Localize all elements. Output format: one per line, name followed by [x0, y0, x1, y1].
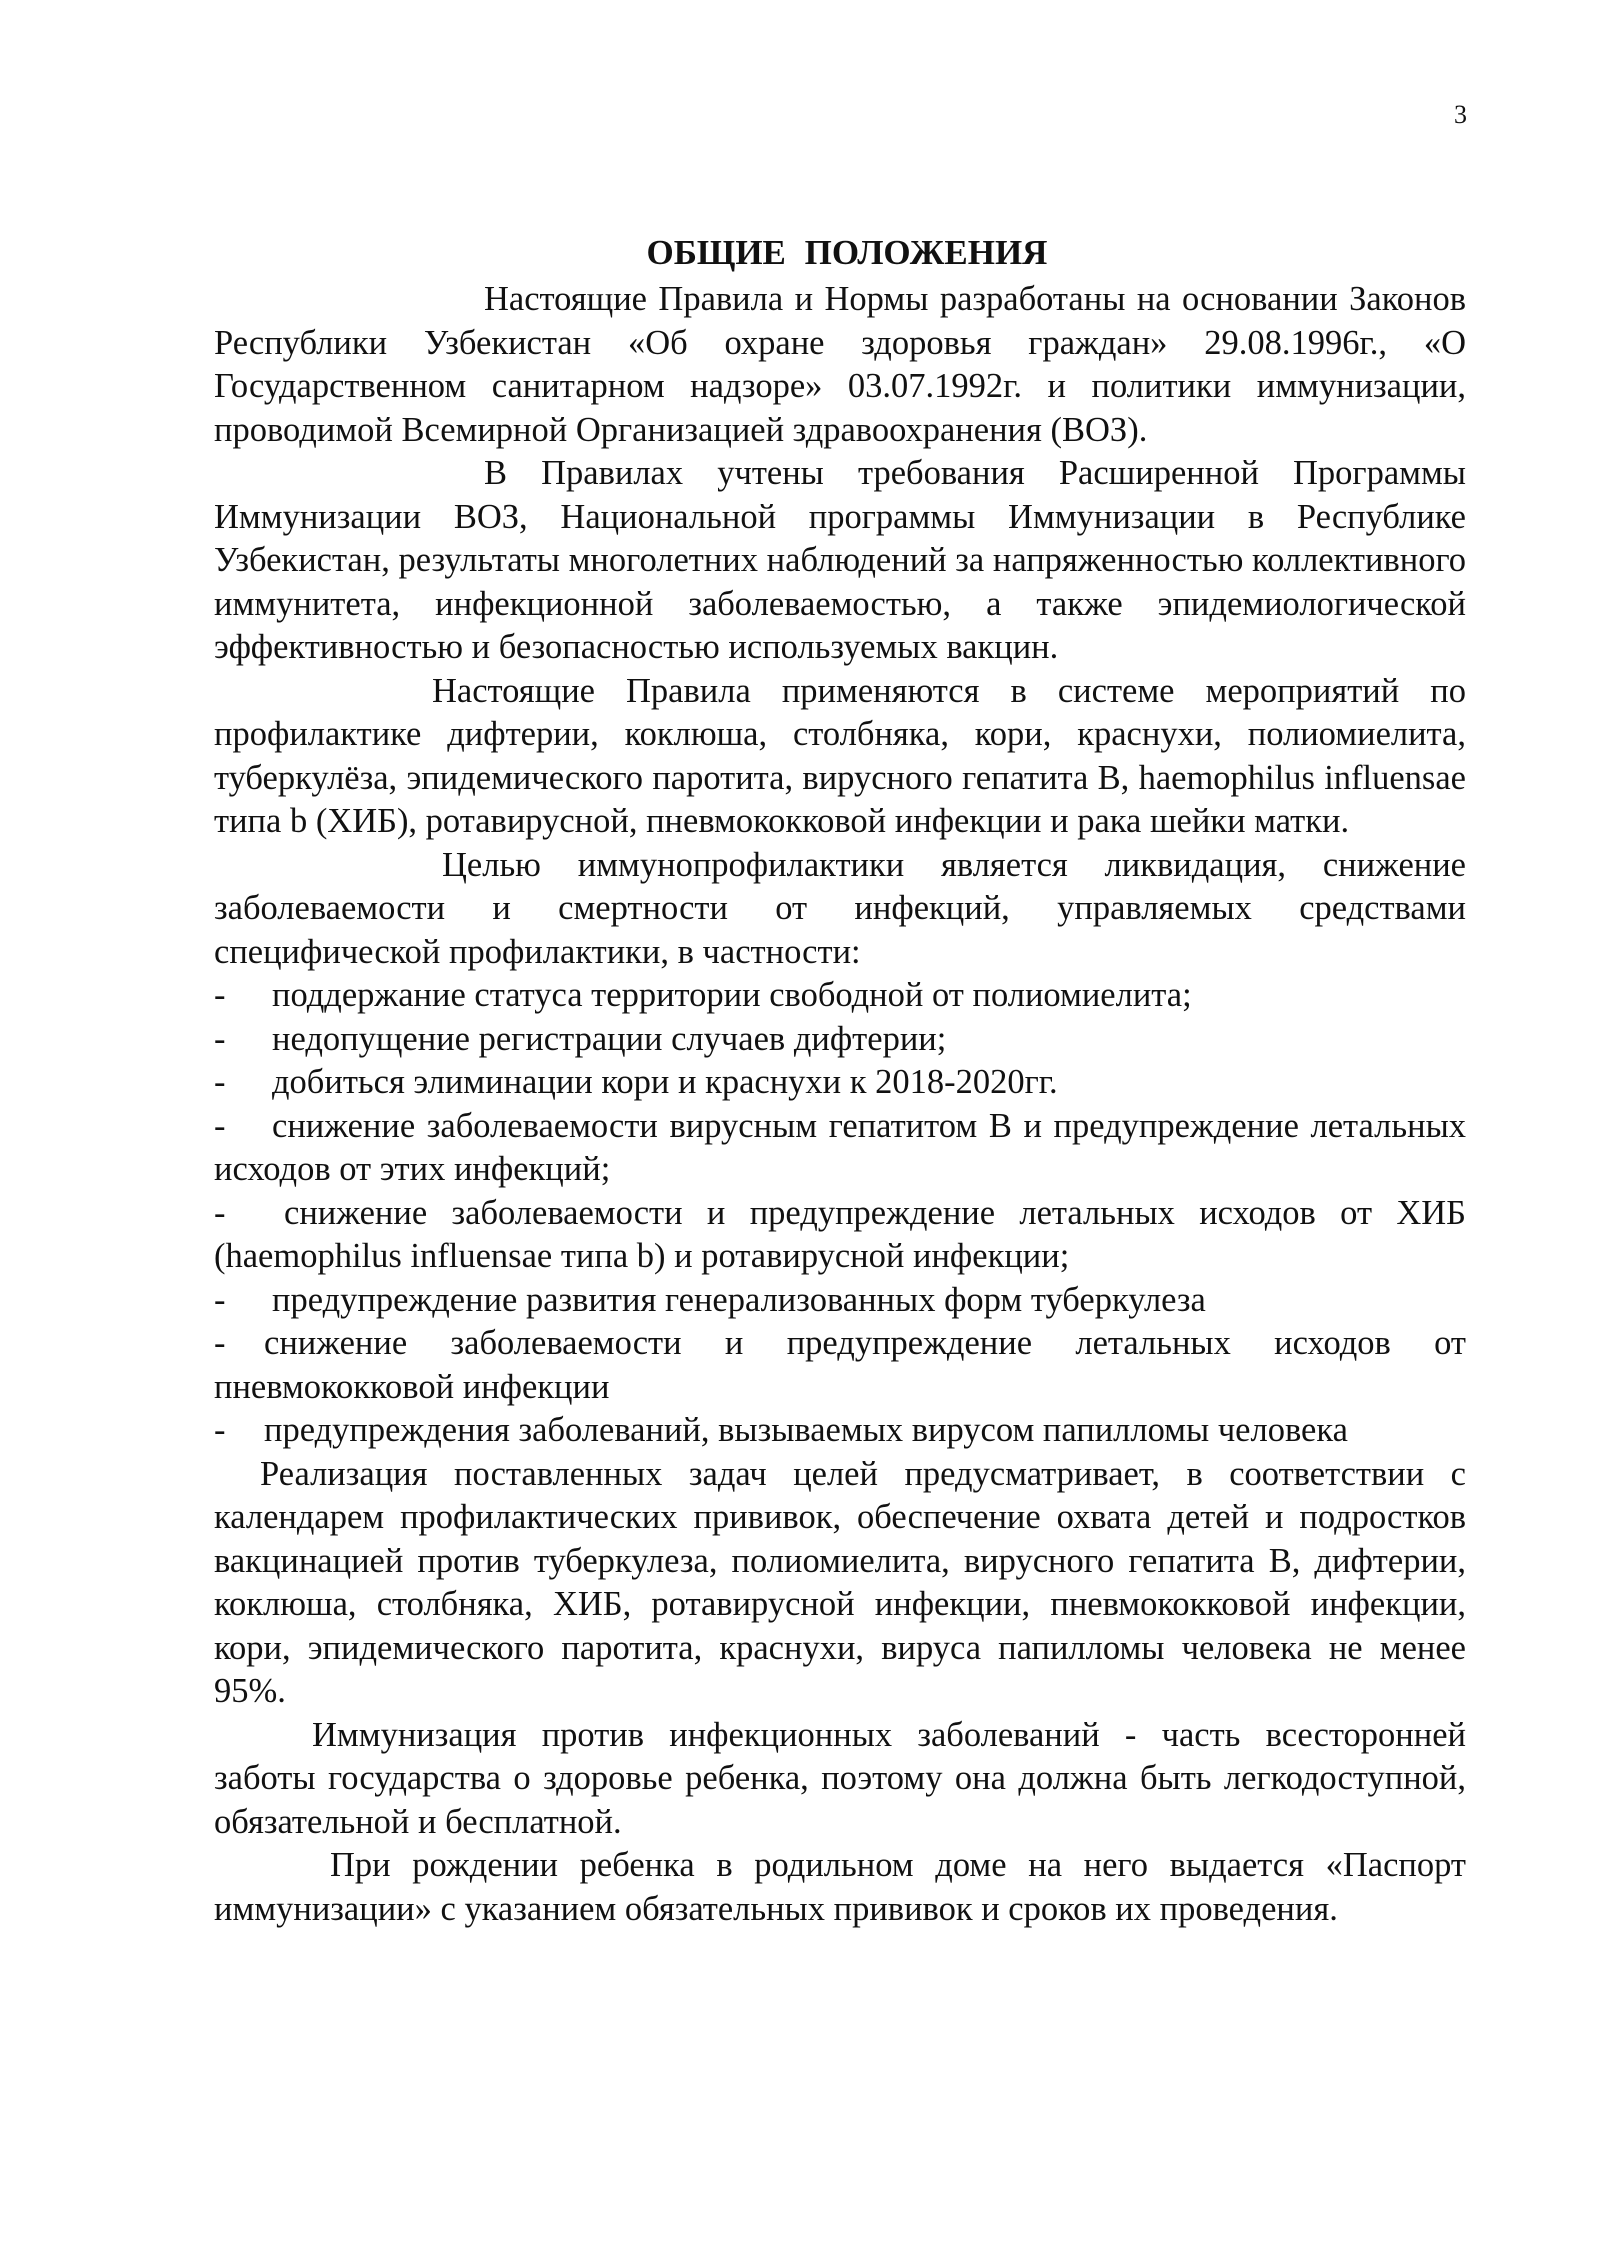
list-item: - предупреждение развития генерализованных форм туберкулеза	[214, 1279, 1466, 1323]
paragraph-legal-basis: Настоящие Правила и Нормы разработаны на основании Законов Республики Узбекистан «Об охране здоровья граждан» 29.08.1996г., «О Государственном санитарном надзоре» 03.07.1992г. и политики иммунизации, проводимой Всемирной Организацией здравоохранения (ВОЗ).	[214, 280, 1466, 449]
list-item: - предупреждения заболеваний, вызываемых вирусом папилломы человека	[214, 1409, 1466, 1453]
list-item: - недопущение регистрации случаев дифтерии;	[214, 1018, 1466, 1062]
section-heading: ОБЩИЕ ПОЛОЖЕНИЯ	[646, 233, 1048, 272]
paragraph-requirements: В Правилах учтены требования Расширенной Программы Иммунизации ВОЗ, Национальной программы Иммунизации в Республике Узбекистан, результаты многолетних наблюдений за напряженностью коллективного иммунитета, инфекционной заболеваемостью, а также эпидемиологической эффективностью и безопасностью используемых вакцин.	[214, 454, 1466, 666]
paragraph-implementation: Реализация поставленных задач целей предусматривает, в соответствии с календарем профилактических прививок, обеспечение охвата детей и подростков вакцинацией против туберкулеза, полиомиелита, вирусного гепатита В, дифтерии, коклюша, столбняка, ХИБ, ротавирусной инфекции, пневмококковой инфекции, кори, эпидемического паротита, краснухи, вируса папилломы человека не менее 95%.	[214, 1454, 1466, 1710]
list-marker: -	[214, 1106, 226, 1145]
paragraph-immunization-care: Иммунизация против инфекционных заболеваний - часть всесторонней заботы государства о здоровье ребенка, поэтому она должна быть легкодоступной, обязательной и бесплатной.	[214, 1715, 1466, 1841]
list-item: - добиться элиминации кори и краснухи к 2018-2020гг.	[214, 1061, 1466, 1105]
document-body	[214, 230, 1466, 1931]
list-item: - поддержание статуса территории свободной от полиомиелита;	[214, 974, 1466, 1018]
paragraph-goal: Целью иммунопрофилактики является ликвидация, снижение заболеваемости и смертности от инфекций, управляемых средствами специфической профилактики, в частности:	[214, 845, 1466, 971]
paragraph-scope: Настоящие Правила применяются в системе мероприятий по профилактике дифтерии, коклюша, столбняка, кори, краснухи, полиомиелита, туберкулёза, эпидемического паротита, вирусного гепатита В, haemophilus influensae типа b (ХИБ), ротавирусной, пневмококковой инфекции и рака шейки матки.	[214, 671, 1466, 840]
list-marker: -	[214, 1063, 226, 1101]
list-item: - снижение заболеваемости и предупреждение летальных исходов от пневмококковой инфекции	[214, 1324, 1466, 1406]
list-marker: -	[214, 1324, 226, 1362]
list-marker: -	[214, 1193, 226, 1232]
list-item: - снижение заболеваемости и предупреждение летальных исходов от ХИБ (haemophilus influensae типа b) и ротавирусной инфекции;	[214, 1193, 1466, 1275]
list-item: - снижение заболеваемости вирусным гепатитом В и предупреждение летальных исходов от этих инфекций;	[214, 1106, 1466, 1188]
page-number: 3	[1454, 100, 1467, 129]
list-marker: -	[214, 1280, 226, 1319]
paragraph-passport: При рождении ребенка в родильном доме на него выдается «Паспорт иммунизации» с указанием обязательных прививок и сроков их проведения.	[214, 1846, 1466, 1928]
objectives-list	[214, 974, 1466, 1453]
list-marker: -	[214, 1019, 226, 1058]
list-marker: -	[214, 976, 226, 1014]
list-marker: -	[214, 1411, 226, 1449]
